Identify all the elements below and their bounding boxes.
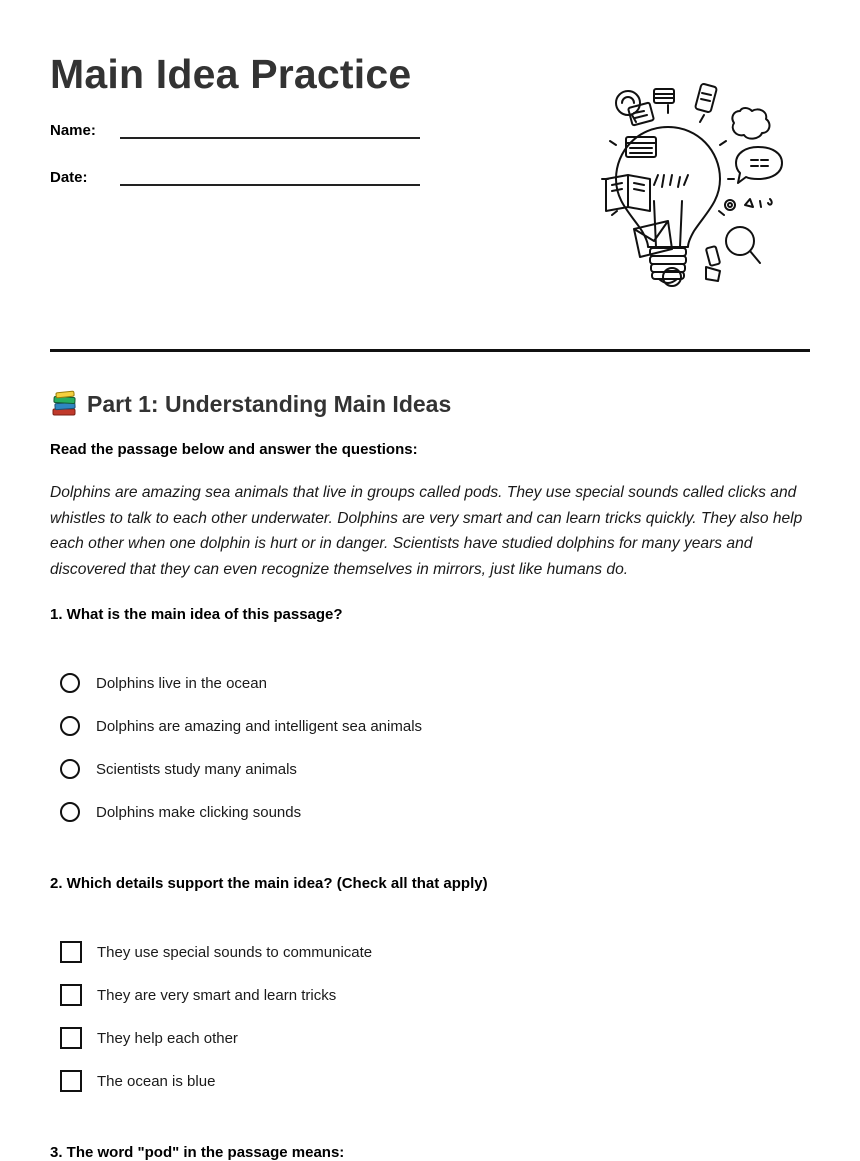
passage-text: Dolphins are amazing sea animals that live in groups called pods. They use special sounds called clicks and whistles to talk to each other underwater. Dolphins are very smart and can learn tricks quickly. They also help each other when one dolphin is hurt or in danger. Scientists have studied dolphins for many years and discovered that they can even recognize themselves in mirrors, just like humans do. [50,484,803,579]
radio-button[interactable] [60,759,80,779]
option-label: They use special sounds to communicate [97,943,373,961]
radio-button[interactable] [60,802,80,822]
date-line[interactable] [120,184,420,186]
checkbox[interactable] [60,1027,82,1049]
part1-title: Part 1: Understanding Main Ideas [87,390,452,417]
name-label: Name: [50,122,96,139]
q1-option-1[interactable] [60,670,267,696]
date-label: Date: [50,169,88,186]
name-line[interactable] [120,137,420,139]
part1-heading [50,388,451,420]
option-label: Dolphins make clicking sounds [96,803,302,821]
instruction-text: Read the passage below and answer the questions: [50,441,418,458]
checkbox[interactable] [60,1070,82,1092]
option-label: Scientists study many animals [96,760,297,778]
option-label: They are very smart and learn tricks [97,986,337,1004]
q2-option-4[interactable] [60,1068,215,1094]
q1-option-2[interactable] [60,713,422,739]
date-field [50,169,430,193]
q2-option-1[interactable] [60,939,372,965]
radio-button[interactable] [60,716,80,736]
question-2: 2. Which details support the main idea? (Check all that apply) [50,875,488,892]
checkbox[interactable] [60,984,82,1006]
question-1: 1. What is the main idea of this passage? [50,606,343,623]
radio-button[interactable] [60,673,80,693]
question-3: 3. The word "pod" in the passage means: [50,1144,345,1161]
q2-option-2[interactable] [60,982,336,1008]
name-field [50,122,430,146]
q1-option-4[interactable] [60,799,301,825]
lightbulb-ideas-icon [550,75,790,305]
books-icon [50,390,78,418]
q2-option-3[interactable] [60,1025,238,1051]
checkbox[interactable] [60,941,82,963]
option-label: They help each other [97,1029,238,1047]
header-divider [50,349,810,352]
option-label: Dolphins are amazing and intelligent sea animals [96,717,423,735]
option-label: Dolphins live in the ocean [96,674,267,692]
option-label: The ocean is blue [97,1072,216,1090]
q1-option-3[interactable] [60,756,297,782]
page-title: Main Idea Practice [50,51,412,97]
